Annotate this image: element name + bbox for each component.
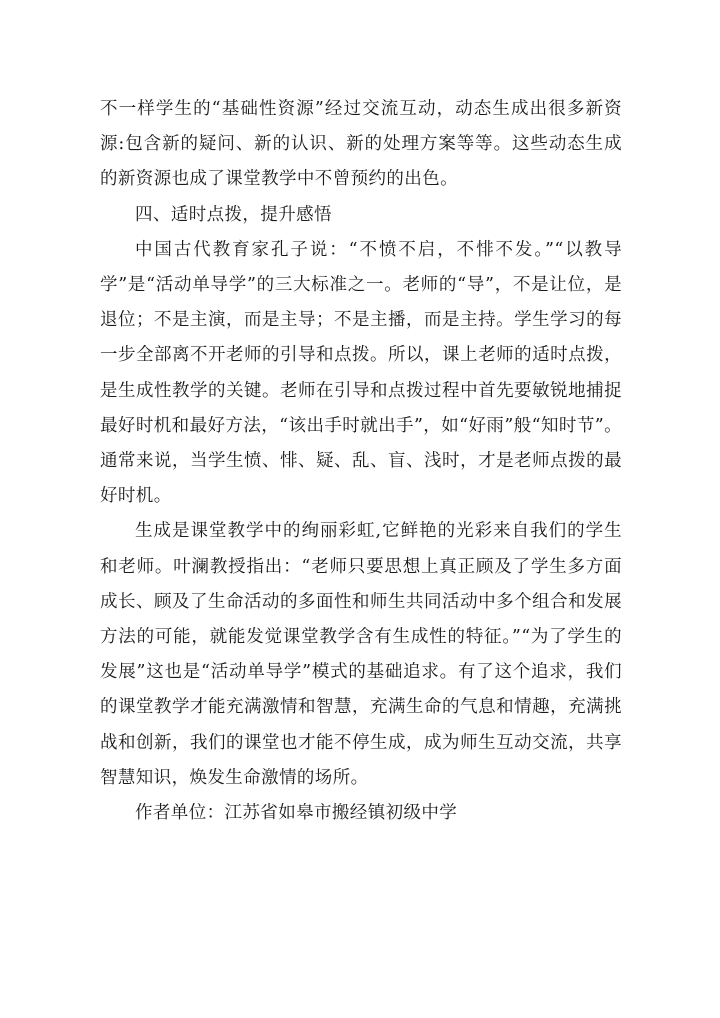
- author-affiliation: 作者单位：江苏省如皋市搬经镇初级中学: [135, 803, 458, 824]
- paragraph-confucius: 中国古代教育家孔子说：“不愤不启，不悱不发。”“以教导学”是“活动单导学”的三大标准之一。老师的“导”，不是让位，是退位；不是主演，而是主导；不是主播，而是主持。学生学习的每一步全部离不开老师的引导和点拨。所以，课上老师的适时点拨，是生成性教学的关键。老师在引导和点拨过程中首先要敏锐地捕捉最好时机和最好方法，“该出手时就出手”，如“好雨”般“知时节”。通常来说，当学生愤、悱、疑、乱、盲、浅时，才是老师点拨的最好时机。: [100, 239, 622, 507]
- paragraph-continuation: 不一样学生的“基础性资源”经过交流互动，动态生成出很多新资源:包含新的疑问、新的认识、新的处理方案等等。这些动态生成的新资源也成了课堂教学中不曾预约的出色。: [100, 99, 622, 190]
- document-body: [100, 92, 622, 831]
- section-heading: 四、适时点拨，提升感悟: [135, 204, 332, 225]
- paragraph-conclusion: 生成是课堂教学中的绚丽彩虹,它鲜艳的光彩来自我们的学生和老师。叶澜教授指出：“老师只要思想上真正顾及了学生多方面成长、顾及了生命活动的多面性和师生共同活动中多个组合和发展方法的可能，就能发觉课堂教学含有生成性的特征。”“为了学生的发展”这也是“活动单导学”模式的基础追求。有了这个追求，我们的课堂教学才能充满激情和智慧，充满生命的气息和情趣，充满挑战和创新，我们的课堂也才能不停生成，成为师生互动交流，共享智慧知识，焕发生命激情的场所。: [100, 521, 622, 788]
